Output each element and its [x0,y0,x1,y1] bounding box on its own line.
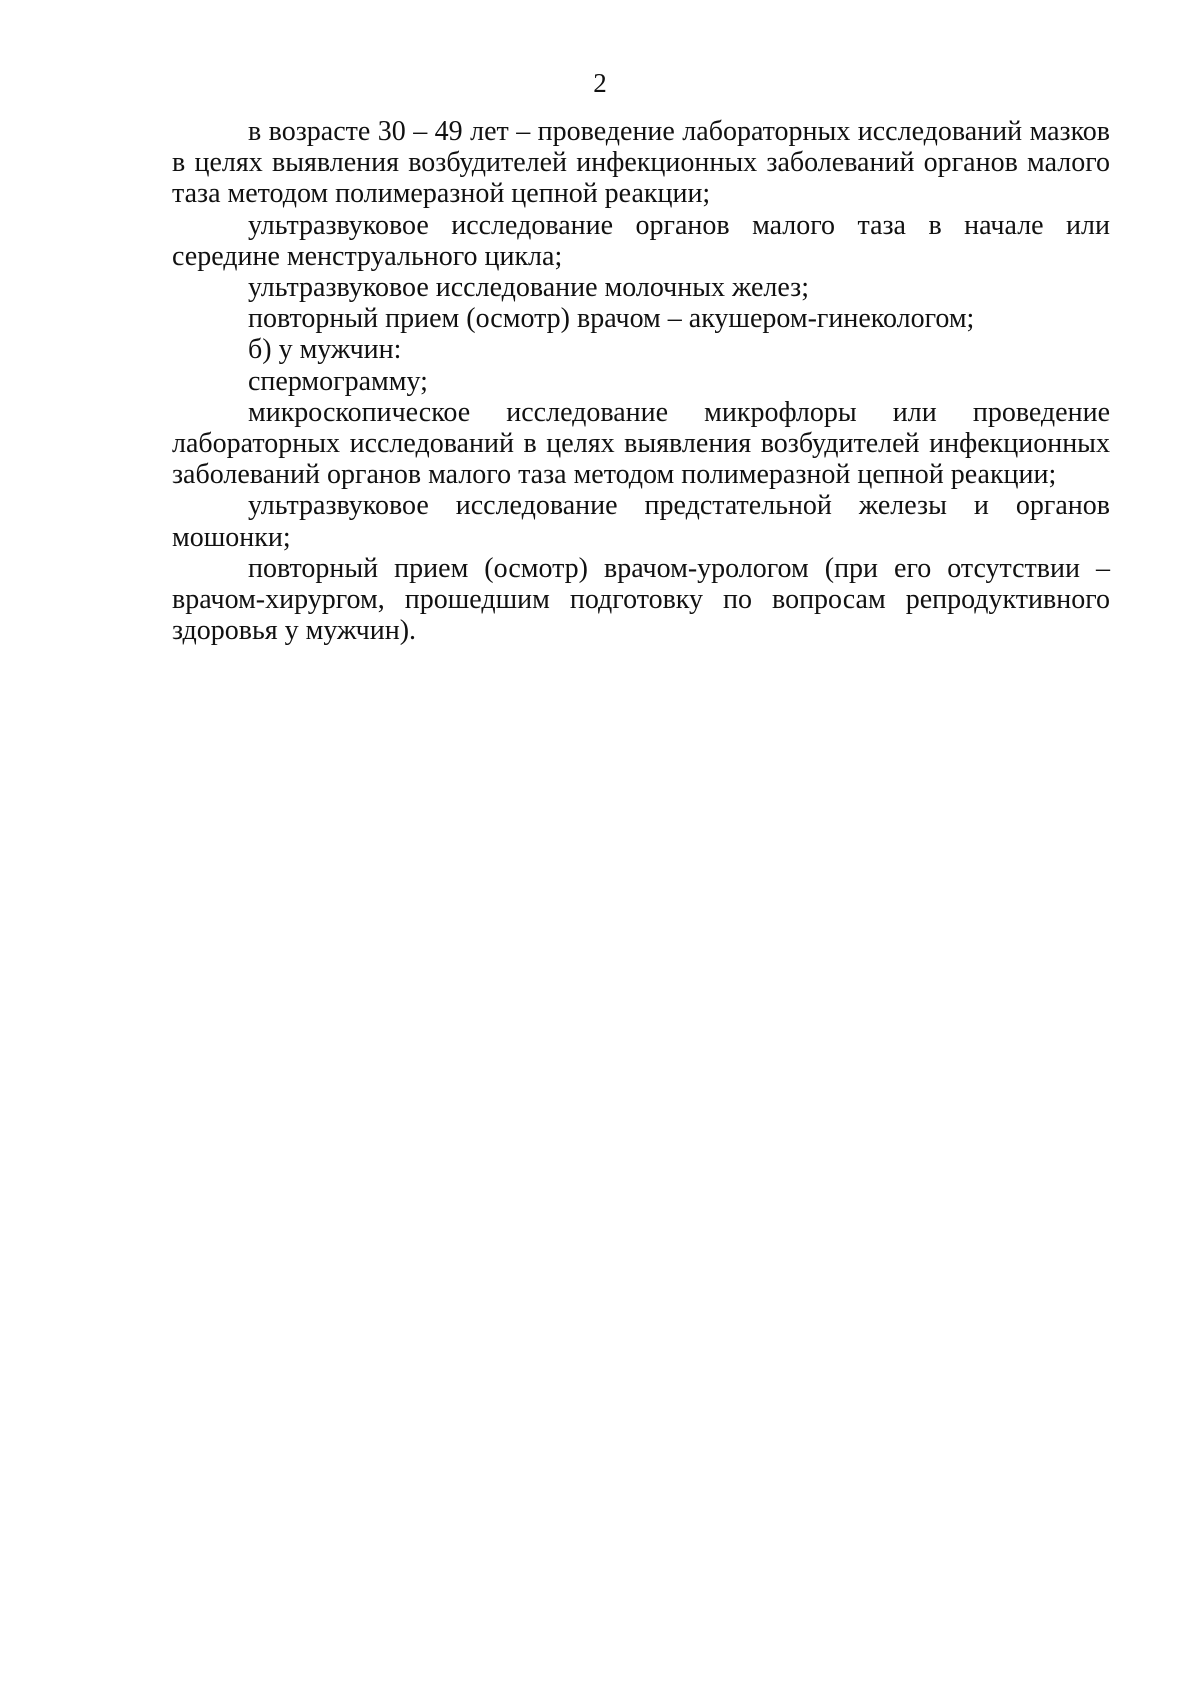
page-number: 2 [593,68,607,98]
paragraph-microflora-pcr: микроскопическое исследование микрофлоры или проведение лабораторных исследований в целях выявления возбудителей инфекционных заболеваний органов малого таза методом полимеразной цепной реакции; [172,396,1110,491]
paragraph-pelvic-ultrasound: ультразвуковое исследование органов малого таза в начале или середине менструального цикла; [172,209,1110,272]
paragraph-prostate-ultrasound: ультразвуковое исследование предстательной железы и органов мошонки; [172,490,1110,553]
paragraph-urologist-repeat-visit: повторный прием (осмотр) врачом-урологом (при его отсутствии – врачом-хирургом, прошедшим подготовку по вопросам репродуктивного здоровья у мужчин). [172,552,1110,647]
paragraph-men-heading: б) у мужчин: [248,334,402,366]
paragraph-breast-ultrasound: ультразвуковое исследование молочных желез; [248,272,810,304]
paragraph-gynecologist-repeat-visit: повторный прием (осмотр) врачом – акушером-гинекологом; [248,303,975,335]
paragraph-women-30-49-pcr: в возрасте 30 – 49 лет – проведение лабораторных исследований мазков в целях выявления возбудителей инфекционных заболеваний органов малого таза методом полимеразной цепной реакции; [172,116,1110,210]
document-body [172,116,1110,646]
paragraph-spermogram: спермограмму; [248,365,428,397]
